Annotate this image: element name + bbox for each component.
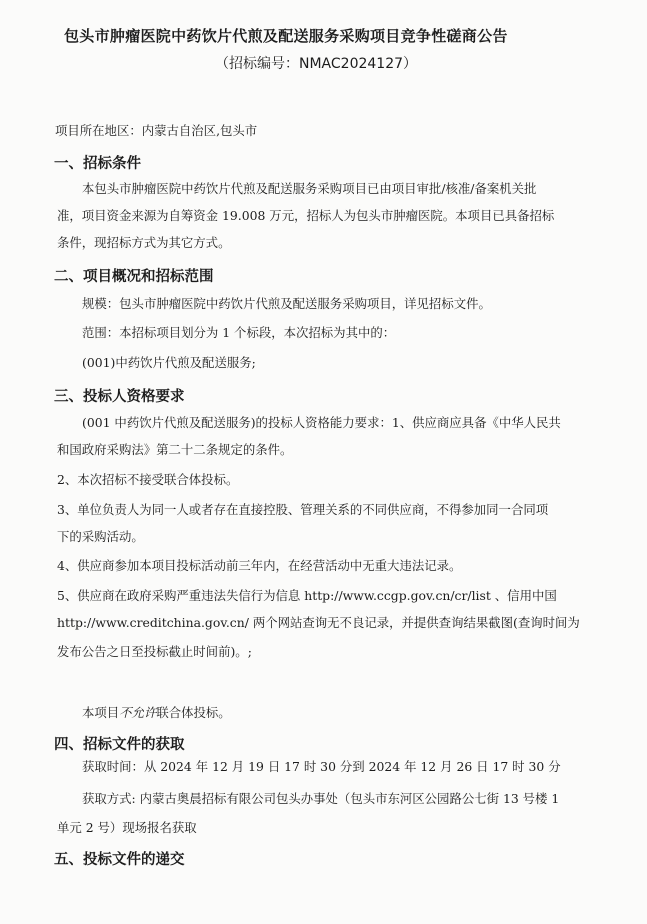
section-1-paragraph: 条件，现招标方式为其它方式。 bbox=[57, 235, 231, 250]
section-3-paragraph: 5、供应商在政府采购严重违法失信行为信息 http://www.ccgp.gov.cn/cr/list 、信用中国 bbox=[57, 588, 557, 603]
section-heading-5: 五、投标文件的递交 bbox=[54, 852, 185, 868]
section-heading-4: 四、招标文件的获取 bbox=[54, 737, 185, 753]
section-3-paragraph: 3、单位负责人为同一人或者存在直接控股、管理关系的不同供应商，不得参加同一合同项 bbox=[57, 502, 549, 517]
section-3-paragraph: http://www.creditchina.gov.cn/ 两个网站查询无不良记录，并提供查询结果截图(查询时间为 bbox=[57, 615, 580, 630]
section-3-paragraph: 4、供应商参加本项目投标活动前三年内，在经营活动中无重大违法记录。 bbox=[57, 558, 462, 573]
section-1-paragraph: 准，项目资金来源为自筹资金 19.008 万元，招标人为包头市肿瘤医院。本项目已具备招标 bbox=[57, 208, 555, 223]
section-heading-3: 三、投标人资格要求 bbox=[54, 389, 185, 405]
section-3-note bbox=[82, 704, 231, 722]
section-2-paragraph: 范围：本招标项目划分为 1 个标段，本次招标为其中的： bbox=[82, 325, 396, 340]
section-3-paragraph: 和国政府采购法》第二十二条规定的条件。 bbox=[57, 442, 293, 457]
section-heading-2: 二、项目概况和招标范围 bbox=[54, 269, 214, 285]
section-3-paragraph: 下的采购活动。 bbox=[57, 529, 144, 544]
section-heading-1: 一、招标条件 bbox=[54, 156, 141, 172]
section-3-paragraph: (001 中药饮片代煎及配送服务)的投标人资格能力要求：1、供应商应具备《中华人民共 bbox=[82, 415, 561, 430]
section-4-paragraph: 获取方式: 内蒙古奥晨招标有限公司包头办事处（包头市东河区公园路公七街 13 号楼 1 bbox=[82, 791, 560, 806]
page-title: 包头市肿瘤医院中药饮片代煎及配送服务采购项目竞争性磋商公告 bbox=[64, 27, 508, 45]
section-1-paragraph: 本包头市肿瘤医院中药饮片代煎及配送服务采购项目已由项目审批/核准/备案机关批 bbox=[82, 181, 537, 196]
project-region: 项目所在地区：内蒙古自治区,包头市 bbox=[55, 123, 258, 138]
section-3-paragraph: 2、本次招标不接受联合体投标。 bbox=[57, 472, 239, 487]
section-4-paragraph: 获取时间：从 2024 年 12 月 19 日 17 时 30 分到 2024 年 12 月 26 日 17 时 30 分 bbox=[82, 759, 561, 774]
section-2-paragraph: (001)中药饮片代煎及配送服务; bbox=[82, 355, 256, 370]
note-prefix: 本项目 bbox=[82, 705, 120, 720]
section-3-paragraph: 发布公告之日至投标截止时间前)。; bbox=[57, 644, 252, 659]
page-subtitle: （招标编号：NMAC2024127） bbox=[215, 56, 418, 72]
note-emphasis: 不允许 bbox=[119, 705, 157, 720]
note-suffix: 联合体投标。 bbox=[156, 705, 231, 720]
section-2-paragraph: 规模：包头市肿瘤医院中药饮片代煎及配送服务采购项目，详见招标文件。 bbox=[82, 296, 491, 311]
section-4-paragraph: 单元 2 号）现场报名获取 bbox=[57, 820, 197, 835]
